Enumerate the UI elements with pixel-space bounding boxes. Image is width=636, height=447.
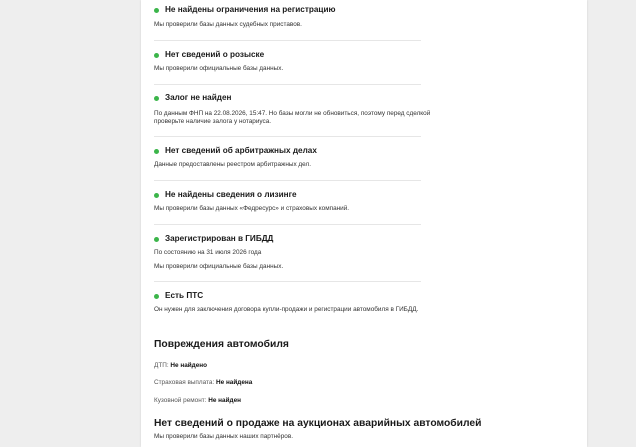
check-description: Данные предоставлены реестром арбитражных дел. bbox=[154, 161, 311, 168]
auction-section-title: Нет сведений о продаже на аукционах аварийных автомобилей bbox=[154, 418, 482, 429]
divider bbox=[154, 40, 421, 41]
check-gibdd-registration bbox=[154, 234, 434, 244]
status-ok-icon bbox=[154, 149, 159, 154]
divider bbox=[154, 224, 421, 225]
status-ok-icon bbox=[154, 96, 159, 101]
check-description: Мы проверили базы данных «Федресурс» и страховых компаний. bbox=[154, 205, 350, 212]
damage-value: Не найден bbox=[208, 397, 241, 404]
check-description: Мы проверили официальные базы данных. bbox=[154, 65, 284, 72]
status-ok-icon bbox=[154, 294, 159, 299]
check-title: Не найдены ограничения на регистрацию bbox=[165, 5, 336, 14]
divider bbox=[154, 281, 421, 282]
damage-row-insurance bbox=[154, 379, 252, 386]
check-leasing bbox=[154, 190, 434, 200]
report-card bbox=[141, 0, 587, 447]
damage-value: Не найдено bbox=[170, 362, 208, 369]
check-title: Залог не найден bbox=[165, 93, 232, 102]
damage-label: ДТП: bbox=[154, 362, 169, 369]
divider bbox=[154, 84, 421, 85]
divider bbox=[154, 136, 421, 137]
damage-section-title: Повреждения автомобиля bbox=[154, 339, 289, 350]
check-registration-restrictions bbox=[154, 5, 434, 15]
status-ok-icon bbox=[154, 53, 159, 58]
check-pledge bbox=[154, 93, 434, 103]
check-description: Он нужен для заключения договора купли-продажи и регистрации автомобиля в ГИБДД. bbox=[154, 306, 419, 313]
check-title: Нет сведений о розыске bbox=[165, 50, 265, 59]
check-description: По состоянию на 31 июля 2026 года bbox=[154, 249, 262, 256]
status-ok-icon bbox=[154, 193, 159, 198]
check-description: Мы проверили официальные базы данных. bbox=[154, 263, 284, 270]
check-description: По данным ФНП на 22.08.2026, 15:47. Но базы могли не обновиться, поэтому перед сделкой bbox=[154, 110, 431, 117]
damage-row-body-repair bbox=[154, 397, 241, 404]
damage-row-accident bbox=[154, 362, 207, 369]
status-ok-icon bbox=[154, 8, 159, 13]
check-description: Мы проверили базы данных судебных приставов. bbox=[154, 21, 302, 28]
divider bbox=[154, 180, 421, 181]
check-description: проверьте наличие залога у нотариуса. bbox=[154, 118, 272, 125]
check-wanted bbox=[154, 50, 434, 60]
check-title: Есть ПТС bbox=[165, 291, 204, 300]
check-pts bbox=[154, 291, 434, 301]
check-arbitration bbox=[154, 146, 434, 156]
check-title: Зарегистрирован в ГИБДД bbox=[165, 234, 274, 243]
check-title: Нет сведений об арбитражных делах bbox=[165, 146, 317, 155]
damage-label: Страховая выплата: bbox=[154, 379, 215, 386]
status-ok-icon bbox=[154, 237, 159, 242]
damage-value: Не найдена bbox=[216, 379, 253, 386]
auction-description: Мы проверили базы данных наших партнёров. bbox=[154, 433, 294, 440]
check-title: Не найдены сведения о лизинге bbox=[165, 190, 297, 199]
damage-label: Кузовной ремонт: bbox=[154, 397, 207, 404]
